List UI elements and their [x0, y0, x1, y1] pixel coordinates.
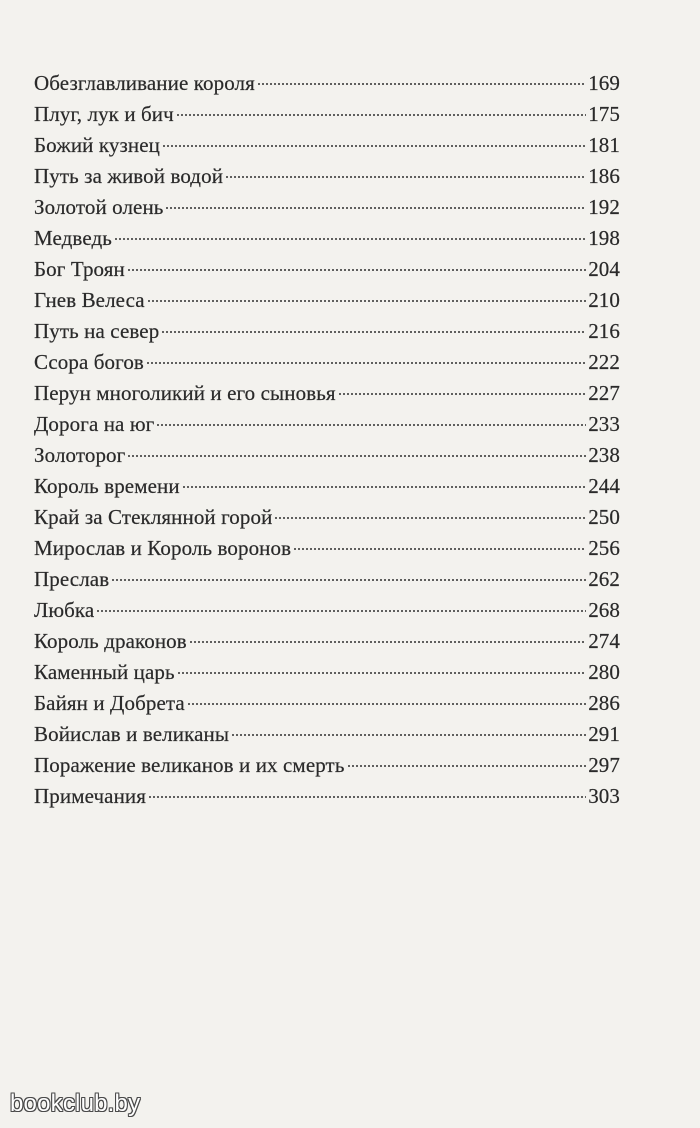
toc-entry-title: Божий кузнец [34, 133, 160, 157]
dot-leader [257, 83, 586, 85]
toc-entry [34, 192, 620, 223]
toc-entry-title: Байян и Добрета [34, 691, 185, 715]
toc-entry [34, 68, 620, 99]
dot-leader [96, 610, 586, 612]
toc-entry [34, 440, 620, 471]
toc-entry-page-number: 268 [588, 598, 620, 622]
toc-entry-title: Ссора богов [34, 350, 144, 374]
toc-entry [34, 471, 620, 502]
toc-entry [34, 595, 620, 626]
dot-leader [187, 703, 586, 705]
watermark: bookclub.by [10, 1090, 141, 1117]
toc-entry-page-number: 280 [588, 660, 620, 684]
dot-leader [162, 145, 586, 147]
toc-entry-title: Преслав [34, 567, 110, 591]
toc-entry-page-number: 262 [588, 567, 620, 591]
dot-leader [161, 331, 586, 333]
toc-entry-page-number: 222 [588, 350, 620, 374]
toc-entry-title: Золоторог [34, 443, 126, 467]
toc-entry-title: Плуг, лук и бич [34, 102, 174, 126]
dot-leader [146, 362, 586, 364]
toc-entry-title: Дорога на юг [34, 412, 155, 436]
toc-entry [34, 781, 620, 812]
toc-entry-title: Король драконов [34, 629, 187, 653]
toc-entry-page-number: 227 [588, 381, 620, 405]
toc-entry-page-number: 303 [588, 784, 620, 808]
toc-entry [34, 502, 620, 533]
dot-leader [182, 486, 586, 488]
toc-entry-page-number: 175 [588, 102, 620, 126]
dot-leader [225, 176, 586, 178]
dot-leader [127, 455, 586, 457]
toc-entry-page-number: 256 [588, 536, 620, 560]
toc-entry-page-number: 198 [588, 226, 620, 250]
toc-entry-title: Перун многоликий и его сыновья [34, 381, 336, 405]
dot-leader [274, 517, 586, 519]
toc-entry-page-number: 244 [588, 474, 620, 498]
toc-entry [34, 378, 620, 409]
toc-entry [34, 626, 620, 657]
toc-entry [34, 316, 620, 347]
dot-leader [347, 765, 587, 767]
toc-entry [34, 130, 620, 161]
toc-entry-title: Каменный царь [34, 660, 175, 684]
toc-entry [34, 719, 620, 750]
toc-entry [34, 285, 620, 316]
dot-leader [156, 424, 586, 426]
toc-entry-title: Обезглавливание короля [34, 71, 255, 95]
dot-leader [189, 641, 586, 643]
toc-entry-page-number: 297 [588, 753, 620, 777]
dot-leader [293, 548, 586, 550]
toc-entry-title: Бог Троян [34, 257, 125, 281]
dot-leader [148, 796, 586, 798]
toc-entry-page-number: 181 [588, 133, 620, 157]
toc-entry-title: Мирослав и Король воронов [34, 536, 292, 560]
dot-leader [114, 238, 586, 240]
toc-entry-title: Войислав и великаны [34, 722, 230, 746]
toc-entry [34, 564, 620, 595]
toc-entry [34, 750, 620, 781]
toc-entry-title: Путь за живой водой [34, 164, 224, 188]
table-of-contents [34, 68, 620, 812]
toc-entry-page-number: 291 [588, 722, 620, 746]
toc-entry-title: Король времени [34, 474, 180, 498]
dot-leader [127, 269, 586, 271]
dot-leader [176, 114, 586, 116]
dot-leader [338, 393, 587, 395]
toc-entry-title: Золотой олень [34, 195, 164, 219]
toc-entry-page-number: 238 [588, 443, 620, 467]
toc-entry-page-number: 216 [588, 319, 620, 343]
dot-leader [165, 207, 586, 209]
toc-entry [34, 223, 620, 254]
toc-entry-page-number: 250 [588, 505, 620, 529]
toc-entry-title: Медведь [34, 226, 112, 250]
toc-entry [34, 347, 620, 378]
toc-entry [34, 533, 620, 564]
toc-entry [34, 254, 620, 285]
toc-entry-page-number: 169 [588, 71, 620, 95]
toc-entry-title: Примечания [34, 784, 147, 808]
toc-entry [34, 657, 620, 688]
toc-entry-page-number: 210 [588, 288, 620, 312]
toc-entry [34, 409, 620, 440]
toc-entry-page-number: 192 [588, 195, 620, 219]
toc-entry-page-number: 233 [588, 412, 620, 436]
toc-entry [34, 99, 620, 130]
toc-entry-title: Гнев Велеса [34, 288, 145, 312]
toc-entry-title: Поражение великанов и их смерть [34, 753, 345, 777]
dot-leader [177, 672, 587, 674]
toc-entry-page-number: 204 [588, 257, 620, 281]
toc-entry-title: Путь на север [34, 319, 160, 343]
dot-leader [111, 579, 586, 581]
toc-entry [34, 688, 620, 719]
toc-entry-title: Любка [34, 598, 95, 622]
toc-entry-page-number: 186 [588, 164, 620, 188]
dot-leader [231, 734, 586, 736]
toc-entry-title: Край за Стеклянной горой [34, 505, 273, 529]
dot-leader [147, 300, 586, 302]
toc-entry-page-number: 274 [588, 629, 620, 653]
toc-entry-page-number: 286 [588, 691, 620, 715]
toc-entry [34, 161, 620, 192]
